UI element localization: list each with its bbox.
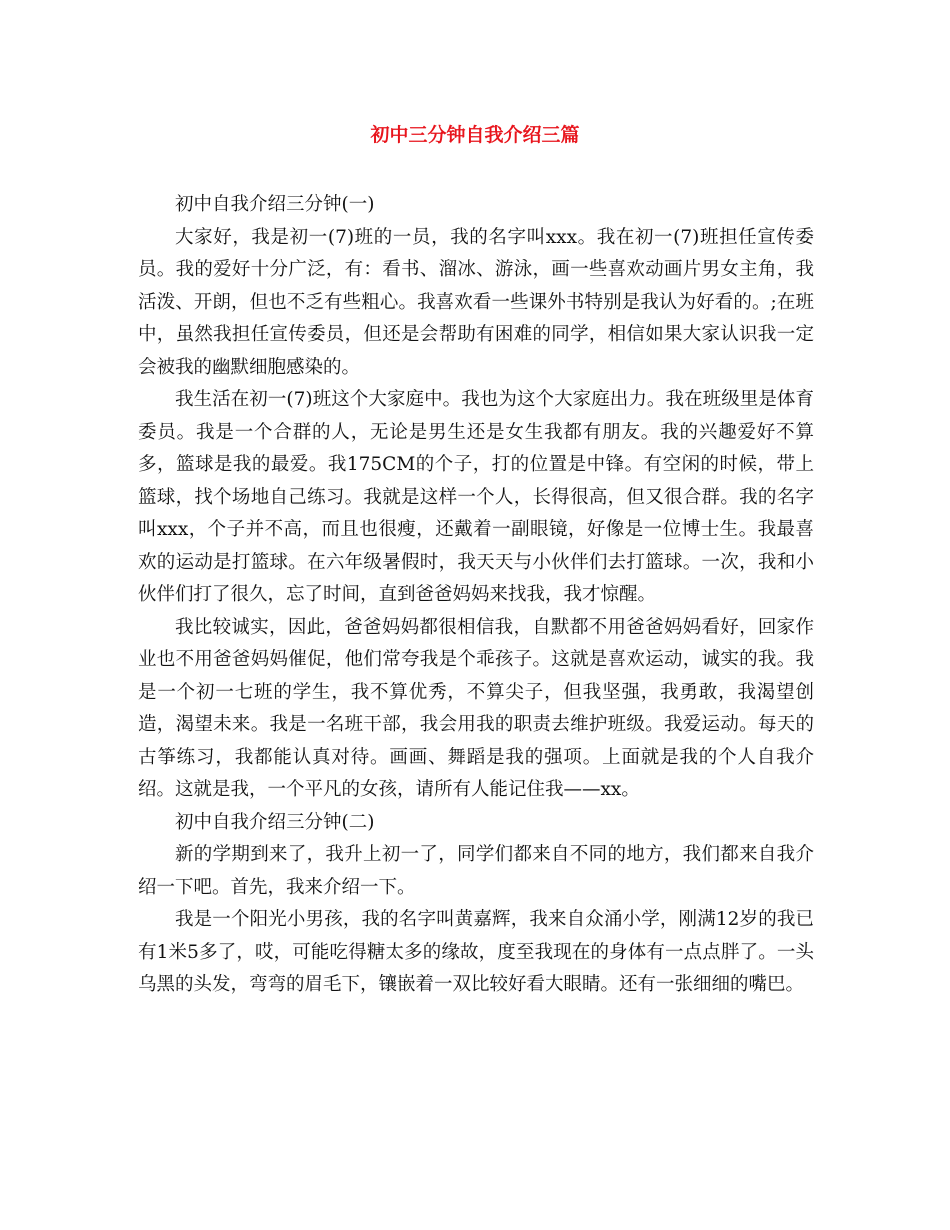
paragraph: 我是一个阳光小男孩，我的名字叫黄嘉辉，我来自众涌小学，刚满12岁的我已有1米5多了，哎，可能吃得糖太多的缘故，度至我现在的身体有一点点胖了。一头乌黑的头发，弯弯的眉毛下，镶嵌着一双比较好看大眼睛。还有一张细细的嘴巴。: [138, 909, 814, 995]
section-heading: 初中自我介绍三分钟(二): [175, 811, 375, 833]
document-body: [138, 189, 814, 1002]
document-title: 初中三分钟自我介绍三篇: [370, 124, 580, 146]
paragraph: 我生活在初一(7)班这个大家庭中。我也为这个大家庭出力。我在班级里是体育委员。我是一个合群的人，无论是男生还是女生我都有朋友。我的兴趣爱好不算多，篮球是我的最爱。我175CM的个子，打的位置是中锋。有空闲的时候，带上篮球，找个场地自己练习。我就是这样一个人，长得很高，但又很合群。我的名字叫xxx，个子并不高，而且也很瘦，还戴着一副眼镜，好像是一位博士生。我最喜欢的运动是打篮球。在六年级暑假时，我天天与小伙伴们去打篮球。一次，我和小伙伴们打了很久，忘了时间，直到爸爸妈妈来找我，我才惊醒。: [138, 389, 814, 605]
paragraph: 我比较诚实，因此，爸爸妈妈都很相信我，自默都不用爸爸妈妈看好，回家作业也不用爸爸妈妈催促，他们常夸我是个乖孩子。这就是喜欢运动，诚实的我。我是一个初一七班的学生，我不算优秀，不算尖子，但我坚强，我勇敢，我渴望创造，渴望未来。我是一名班干部，我会用我的职责去维护班级。我爱运动。每天的古筝练习，我都能认真对待。画画、舞蹈是我的强项。上面就是我的个人自我介绍。这就是我，一个平凡的女孩，请所有人能记住我——xx。: [138, 616, 814, 800]
paragraph: 大家好，我是初一(7)班的一员，我的名字叫xxx。我在初一(7)班担任宣传委员。我的爱好十分广泛，有：看书、溜冰、游泳，画一些喜欢动画片男女主角，我活泼、开朗，但也不乏有些粗心。我喜欢看一些课外书特别是我认为好看的。;在班中，虽然我担任宣传委员，但还是会帮助有困难的同学，相信如果大家认识我一定会被我的幽默细胞感染的。: [138, 226, 814, 378]
paragraph: 新的学期到来了，我升上初一了，同学们都来自不同的地方，我们都来自我介绍一下吧。首先，我来介绍一下。: [138, 844, 814, 898]
section-heading: 初中自我介绍三分钟(一): [175, 194, 375, 215]
